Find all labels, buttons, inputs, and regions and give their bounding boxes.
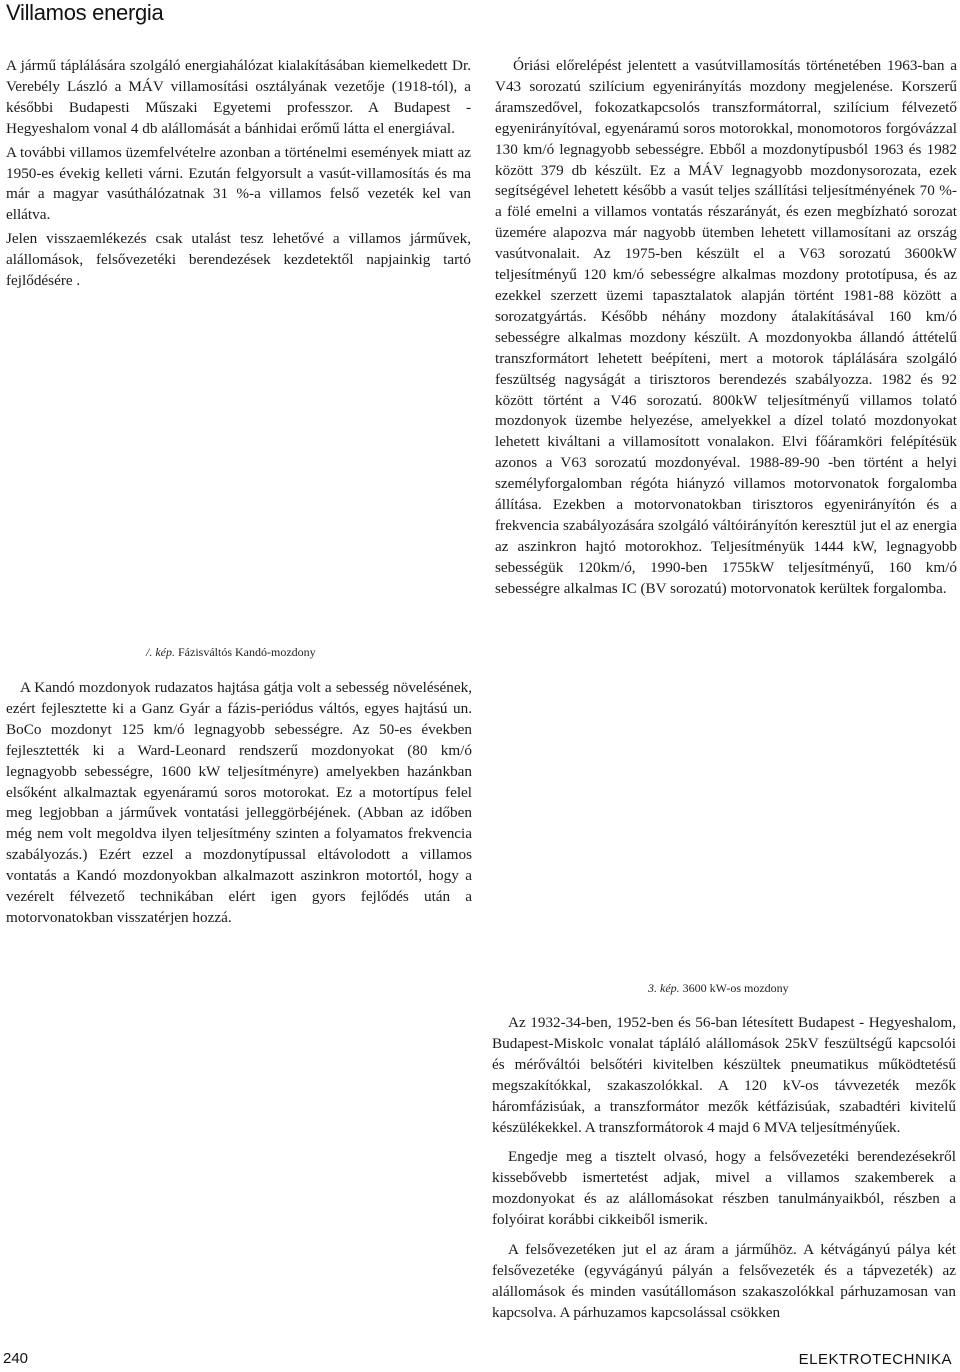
figure-caption-1 [146,645,316,660]
journal-name: ELEKTROTECHNIKA [798,1351,952,1368]
figure-caption-text: 3600 kW-os mozdony [682,981,789,995]
paragraph: A felsővezetéken jut el az áram a járműhöz. A kétvágányú pálya két felsővezetéke (egyvágányú pályán a felsővezeték és a tápvezeték) az alállomások és minden vasútállomáson szakaszolókkal párhuzamosan van kapcsolva. A párhuzamos kapcsolással csökken [492,1241,956,1321]
figure-caption-text: Fázisváltós Kandó-mozdony [178,645,316,659]
paragraph: Engedje meg a tisztelt olvasó, hogy a felsővezetéki berendezésekről kissebővebb ismertetést adjak, mivel a villamos szakemberek a mozdonyokat és az alállomásokat részben tanulmányaikból, részben a folyóirat korábbi cikkeiből ismerik. [492,1148,956,1229]
right-column-substations [492,1013,956,1333]
paragraph: A jármű táplálására szolgáló energiahálózat kialakításában kiemelkedett Dr. Verebély László a MÁV villamosítási osztályának vezetője (1918-tól), a későbbi Budapesti Műszaki Egyetemi professzor. A Budapest - Hegyeshalom vonal 4 db alállomását a bánhidai erőmű látta el energiával. [6,57,471,137]
left-column-intro [6,56,471,295]
paragraph: A további villamos üzemfelvételre azonban a történelmi események miatt az 1950-es évekig kelleti várni. Ezután felgyorsult a vasút-villamosítás és ma már a magyar vasúthálózatnak 31 %-a villamos felső vezeték kel van ellátva. [6,143,471,224]
paragraph: A Kandó mozdonyok rudazatos hajtása gátja volt a sebesség növelésének, ezért fejlesztette ki a Ganz Gyár a fázis-periódus váltós, egyes hajtású un. BoCo mozdonyt 125 km/ó legnagyobb sebességre. Az 50-es években fejlesztették ki a Ward-Leonard rendszerű mozdonyokat (80 km/ó legnagyobb sebességre, 1600 kW teljesítményre) amelyekben hazánkban elsőként alkalmaztak egyenáramú soros motorokat. Ez a motortípus felel meg legjobban a járművek vontatási jelleggörbéjének. (Abban az időben még nem volt megoldva ilyen teljesítmény szinten a folyamatos frekvencia szabályozás.) Ezért ezzel a mozdonytípussal eltávolodott a villamos vontatás a Kandó mozdonyokban alkalmazott aszinkron motortól, hogy a vezérelt félvezető technikában elért igen gyors fejlődés után a motorvonatokban visszatérjen hozzá. [6,679,472,926]
page-title: Villamos energia [6,0,164,25]
figure-caption-3 [648,981,789,996]
paragraph: Jelen visszaemlékezés csak utalást tesz lehetővé a villamos járművek, alállomások, felsővezetéki berendezések kezdetektől napjainkig tartó fejlődésére . [6,230,471,290]
page-number: 240 [3,1350,29,1367]
right-column-v43 [495,56,957,603]
figure-number: /. kép. [146,645,175,659]
paragraph: Óriási előrelépést jelentett a vasútvillamosítás történetében 1963-ban a V43 sorozatú szilícium egyenirányítás mozdony megjelenése. Korszerű áramszedővel, fokozatkapcsolós transzformátorral, szilícium félvezető egyenirányítóval, egyenáramú soros motorokkal, monomotoros forgóvázzal 130 km/ó legnagyobb sebességre. Ebből a mozdonytípusból 1963 és 1982 között 379 db készült. Ez a MÁV legnagyobb mozdonysorozata, ezek segítségével lehetett később a vasút teljes szállítási teljesítményének 70 %-a fölé emelni a villamos vontatás részarányát, és ezen megbízható sorozat üzemére alapozva már nagyobb ütemben lehetett villamosítani az ország vasútvonalait. Az 1975-ben készült el a V63 sorozatú 3600kW teljesítményű 120 km/ó sebességre alkalmas mozdony prototípusa, és az ezekkel szerzett üzemi tapasztalatok alapján történt 1981-88 között a sorozatgyártás. Később néhány mozdony átalakításával 160 km/ó sebességre alkalmas mozdony készült. A mozdonyokba állandó áttételű transzformátort lehetett beépíteni, mert a motorok táplálására szolgáló feszültség nagyságát a tirisztoros berendezés szabályozza. 1982 és 92 között történt a V46 sorozatú. 800kW teljesítményű villamos tolató mozdonyok üzembe helyezése, amelyekkel a dízel tolató mozdonyokat lehetett kiváltani a villamosított vonalakon. Elvi főáramköri felépítésük azonos a V63 sorozatú mozdonyéval. 1988-89-90 -ben történt a helyi személyforgalomban régóta hiányzó villamos motorvonatok forgalomba állítása. Ezekben a motorvonatokban tirisztoros egyenirányítón és a frekvencia szabályozására szolgáló váltóirányítón keresztül jut el az energia az aszinkron hajtó motorokhoz. Teljesítményük 1444 kW, legnagyobb sebességük 120km/ó, 1990-ben 1755kW teljesítményű, 160 km/ó sebességre alkalmas IC (BV sorozatú) motorvonatok kerültek forgalomba. [495,57,957,597]
paragraph: Az 1932-34-ben, 1952-ben és 56-ban létesített Budapest - Hegyeshalom, Budapest-Miskolc vonalat tápláló alállomások 25kV feszültségű kapcsolói és mérőváltói belsőtéri kivitelben készültek pneumatikus működtetésű megszakítókkal, szakaszolókkal. A 120 kV-os távvezeték mezők háromfázisúak, a transzformátor mezők kétfázisúak, szabadtéri kivitelű készülékekkel. A transzformátorok 4 majd 6 MVA teljesítményűek. [492,1014,956,1136]
left-column-kando [6,678,472,932]
figure-number: 3. kép. [648,981,680,995]
